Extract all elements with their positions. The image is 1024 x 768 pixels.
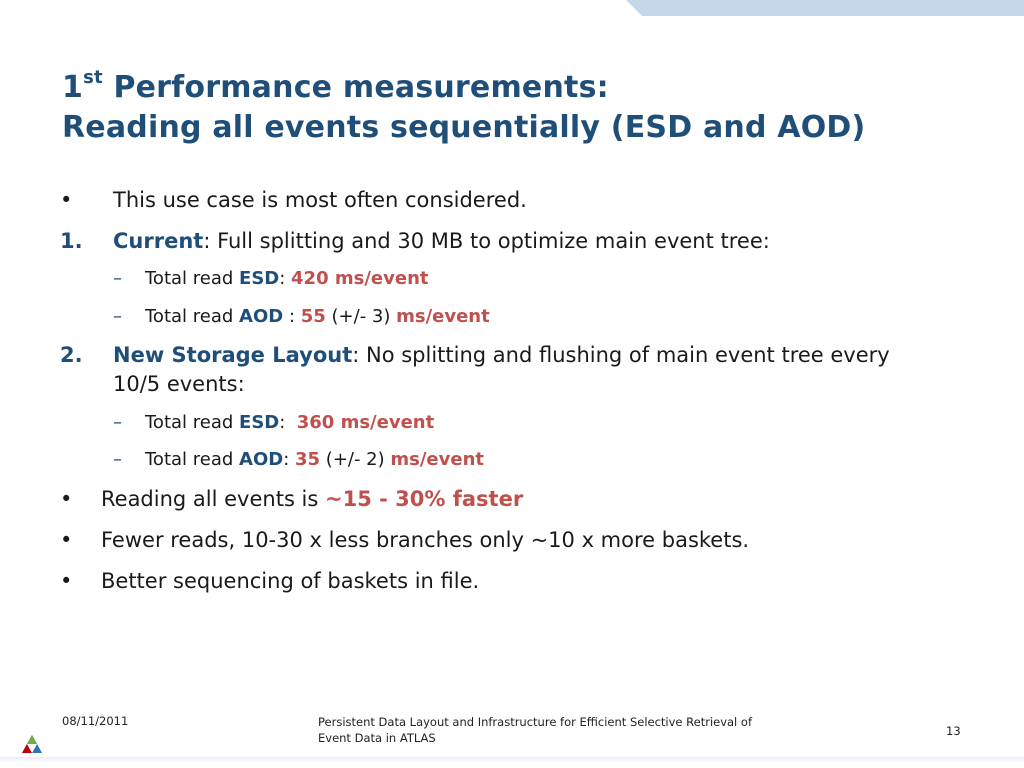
numbered-item-2: 2. New Storage Layout: No splitting and flushing of main event tree every 10/5 events:	[60, 343, 890, 396]
bullet-item-3: • Fewer reads, 10-30 x less branches only ~10 x more baskets.	[60, 526, 960, 555]
slide-footer	[0, 708, 1024, 768]
sub-item-2-aod: – Total read AOD: 35 (+/- 2) ms/event	[113, 449, 485, 470]
speedup-highlight: ~15 - 30% faster	[325, 487, 524, 511]
title-line-2: Reading all events sequentially (ESD and AOD)	[62, 110, 866, 145]
item-label-current: Current	[113, 229, 204, 253]
dash-icon: –	[113, 449, 122, 470]
page-number: 13	[946, 724, 961, 738]
argonne-logo-icon	[21, 734, 43, 754]
slide-body	[60, 186, 960, 596]
title-line-1: 1st Performance measurements:	[62, 67, 609, 105]
sub-item-1-esd: – Total read ESD: 420 ms/event	[113, 268, 429, 289]
bullet-item-4: • Better sequencing of baskets in file.	[60, 567, 960, 596]
bullet-icon: •	[60, 188, 73, 212]
dash-icon: –	[113, 412, 122, 433]
bullet-icon: •	[60, 487, 73, 511]
footer-divider	[0, 757, 1024, 763]
item-label-new-storage-layout: New Storage Layout	[113, 343, 353, 367]
sub-item-2-esd: – Total read ESD: 360 ms/event	[113, 412, 435, 433]
bullet-item-1: • This use case is most often considered.	[60, 186, 960, 215]
bullet-item-2: • Reading all events is ~15 - 30% faster	[60, 485, 960, 514]
number-label: 1.	[60, 229, 83, 253]
number-label: 2.	[60, 343, 83, 367]
footer-date: 08/11/2011	[62, 714, 129, 728]
sub-item-1-aod: – Total read AOD : 55 (+/- 3) ms/event	[113, 306, 490, 327]
title-superscript: st	[83, 67, 103, 88]
numbered-item-1: 1. Current: Full splitting and 30 MB to optimize main event tree:	[60, 227, 960, 256]
dash-icon: –	[113, 268, 122, 289]
top-decorative-bar	[626, 0, 1024, 16]
bullet-icon: •	[60, 569, 73, 593]
footer-title: Persistent Data Layout and Infrastructure for Efficient Selective Retrieval of Event Data in ATLAS	[318, 715, 752, 745]
bullet-icon: •	[60, 528, 73, 552]
slide-title	[62, 68, 1002, 148]
dash-icon: –	[113, 306, 122, 327]
